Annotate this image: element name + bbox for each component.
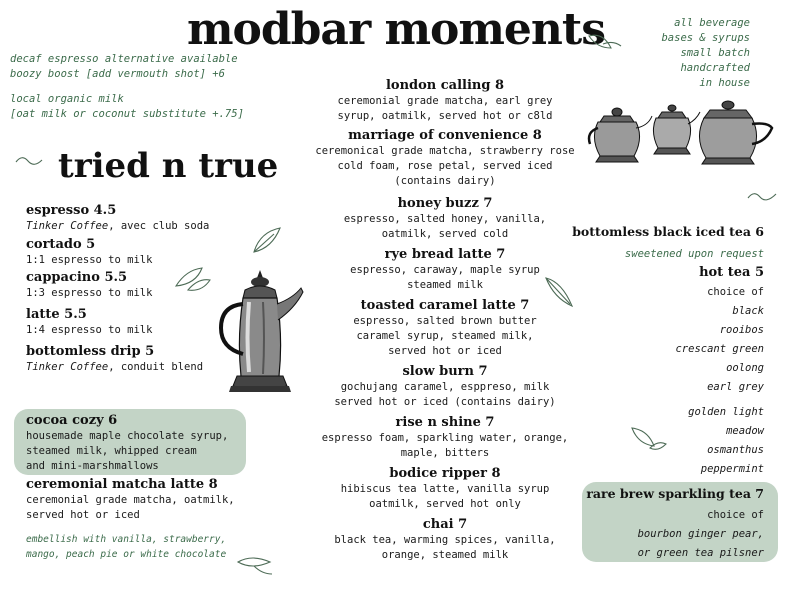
intro-line: local organic milk [10, 93, 124, 105]
house-note-line: bases & syrups [661, 32, 750, 44]
menu-item-matcha-latte [26, 477, 266, 523]
item-desc: 1:3 espresso to milk [26, 287, 153, 299]
tea-option-heading: choice of [707, 286, 764, 298]
item-desc: served hot or iced [388, 345, 502, 357]
item-desc: or green tea pilsner [637, 547, 764, 559]
item-desc: served hot or iced [26, 509, 140, 521]
house-note-line: small batch [680, 47, 750, 59]
item-desc: maple, bitters [400, 447, 490, 459]
item-desc: ceremonical grade matcha, strawberry rose [315, 145, 575, 157]
item-desc: and mini-marshmallows [26, 460, 159, 472]
house-note-line: handcrafted [680, 62, 750, 74]
item-name: bodice ripper 8 [389, 466, 501, 481]
tea-option: golden light [688, 406, 764, 418]
teapot-illustration [215, 268, 305, 400]
item-name: espresso 4.5 [26, 203, 117, 218]
item-desc-emph: Tinker Coffee [26, 220, 109, 232]
menu-item [302, 128, 588, 189]
tea-leaf-icon [585, 30, 623, 54]
intro-line: decaf espresso alternative available [10, 53, 238, 65]
item-desc: bourbon ginger pear, [637, 528, 764, 540]
item-name: bottomless drip 5 [26, 344, 155, 359]
embellish-line: embellish with vanilla, strawberry, [26, 534, 227, 545]
tea-leaf-icon [628, 424, 668, 454]
item-desc: (contains dairy) [394, 175, 496, 187]
item-desc: gochujang caramel, esppreso, milk [340, 381, 550, 393]
tea-set-illustration [582, 98, 776, 168]
item-desc: syrup, oatmilk, served hot or c8ld [337, 110, 553, 122]
item-desc: cold foam, rose petal, served iced [337, 160, 553, 172]
house-note-line: all beverage [674, 17, 750, 29]
tea-option: osmanthus [707, 444, 764, 456]
item-desc: hibiscus tea latte, vanilla syrup [340, 483, 550, 495]
item-desc [26, 219, 246, 234]
tried-n-true-list [26, 203, 246, 375]
item-desc: served hot or iced (contains dairy) [334, 396, 556, 408]
item-desc: ceremonial grade matcha, oatmilk, [26, 494, 235, 506]
tea-leaf-icon [172, 264, 212, 292]
tea-option: peppermint [700, 463, 764, 475]
item-desc [26, 360, 246, 375]
menu-item-sparkling-tea [564, 486, 764, 563]
item-name: rare brew sparkling tea 7 [586, 486, 764, 501]
section-heading-tried-n-true: tried n true [58, 146, 279, 186]
item-desc: housemade maple chocolate syrup, [26, 430, 229, 442]
house-note-line: in house [699, 77, 750, 89]
menu-item [302, 466, 588, 512]
item-name-hot-tea: hot tea 5 [699, 265, 764, 280]
embellish-line: mango, peach pie or white chocolate [26, 549, 227, 560]
item-name: toasted caramel latte 7 [360, 298, 530, 313]
intro-line: [oat milk or coconut substitute +.75] [10, 108, 244, 120]
item-name: cocoa cozy 6 [26, 413, 118, 428]
tea-option: meadow [726, 425, 764, 437]
menu-item [26, 270, 246, 301]
menu-item [26, 203, 246, 234]
item-name: ceremonial matcha latte 8 [26, 477, 218, 492]
item-name: chai 7 [422, 517, 468, 532]
tea-option: oolong [726, 362, 764, 374]
tea-option: crescant green [675, 343, 764, 355]
menu-item [302, 517, 588, 563]
item-name: rise n shine 7 [395, 415, 495, 430]
tea-option: rooibos [719, 324, 764, 336]
embellish-note [26, 532, 266, 562]
item-desc-emph: Tinker Coffee [26, 361, 109, 373]
intro-line: boozy boost [add vermouth shot] +6 [10, 68, 225, 80]
item-name: rye bread latte 7 [384, 247, 506, 262]
item-desc: ceremonial grade matcha, earl grey [337, 95, 553, 107]
item-name: honey buzz 7 [397, 196, 493, 211]
item-desc: steamed milk [407, 279, 483, 291]
item-desc: espresso foam, sparkling water, orange, [321, 432, 569, 444]
item-name: london calling 8 [385, 78, 505, 93]
item-desc: espresso, salted honey, vanilla, [343, 213, 547, 225]
item-desc: espresso, salted brown butter [353, 315, 537, 327]
iced-tea-note: sweetened upon request [624, 248, 764, 260]
menu-item [26, 237, 246, 268]
item-desc-text: , avec club soda [108, 220, 210, 232]
item-name: cappacino 5.5 [26, 270, 128, 285]
item-desc: caramel syrup, steamed milk, [356, 330, 534, 342]
item-name-iced-tea: bottomless black iced tea 6 [572, 224, 764, 239]
tea-option: black [732, 305, 764, 317]
menu-item [302, 78, 588, 124]
item-desc-text: , conduit blend [108, 361, 204, 373]
tea-leaf-icon [250, 222, 284, 256]
item-desc: black tea, warming spices, vanilla, [334, 534, 556, 546]
item-desc: 1:1 espresso to milk [26, 254, 153, 266]
menu-title: modbar moments [187, 4, 605, 55]
menu-item [302, 364, 588, 410]
menu-item [26, 344, 246, 375]
menu-item [26, 307, 246, 338]
item-desc: steamed milk, whipped cream [26, 445, 197, 457]
squiggle-icon [746, 188, 780, 204]
item-desc: choice of [707, 509, 764, 521]
item-desc: oatmilk, served hot only [369, 498, 521, 510]
squiggle-icon [14, 152, 46, 168]
item-name: latte 5.5 [26, 307, 87, 322]
item-desc: orange, steamed milk [381, 549, 509, 561]
menu-item [302, 415, 588, 461]
item-desc: oatmilk, served cold [381, 228, 509, 240]
item-desc: espresso, caraway, maple syrup [350, 264, 540, 276]
item-desc: 1:4 espresso to milk [26, 324, 153, 336]
menu-item-cocoa-cozy [26, 413, 246, 474]
moments-list [302, 78, 588, 563]
tea-option: earl grey [707, 381, 764, 393]
tea-leaf-icon [234, 552, 274, 576]
intro-notes [10, 52, 310, 122]
item-name: slow burn 7 [402, 364, 488, 379]
item-name: marriage of convenience 8 [348, 128, 542, 143]
item-name: cortado 5 [26, 237, 96, 252]
